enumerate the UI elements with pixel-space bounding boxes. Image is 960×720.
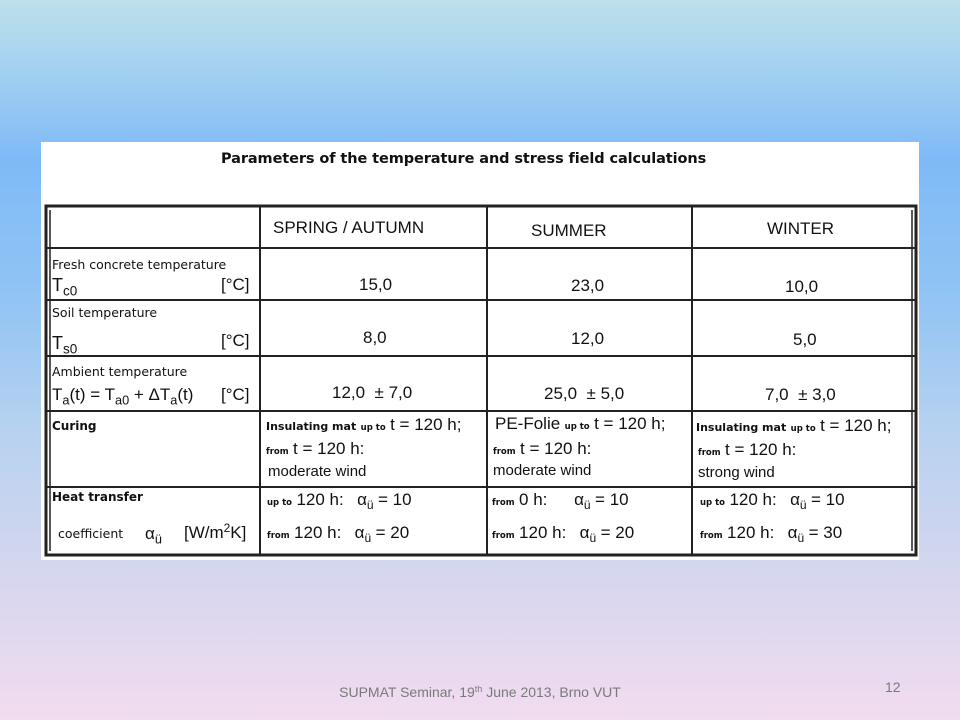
curing-spring-line1: Insulating mat up to t = 120 h; [266, 415, 462, 434]
ambient-temperature-label: Ambient temperature [52, 364, 188, 379]
heat-winter-row1: up to 120 h: $\alpha_ü = 10$ [700, 490, 845, 513]
slide-footer: SUPMAT Seminar, 19th June 2013, Brno VUT [339, 684, 621, 700]
curing-spring-wind: moderate wind [268, 463, 367, 480]
fresh-concrete-unit: [°C] [221, 275, 250, 294]
heat-summer-row1: from 0 h: $\alpha_ü = 10$ [492, 490, 629, 513]
curing-winter-line2: from t = 120 h: [698, 440, 797, 459]
soil-temperature-symbol: $T_{s0}$ [52, 333, 78, 357]
table-title: Parameters of the temperature and stress field calculations [221, 151, 707, 167]
fresh-concrete-symbol: $T_{c0}$ [52, 275, 78, 299]
ambient-temperature-formula: $T_a(t) = T_{a0} + \Delta T_a(t)$ [52, 385, 194, 408]
soil-temperature-unit: [°C] [221, 331, 250, 350]
heat-transfer-label: Heat transfer [52, 490, 143, 504]
ambient-temperature-winter-value: 7,0 ± 3,0 [765, 385, 836, 404]
heat-transfer-alpha-symbol: $\alpha_ü$ [145, 524, 162, 547]
column-header-spring-autumn: SPRING / AUTUMN [273, 218, 425, 237]
curing-winter-line1: Insulating mat up to t = 120 h; [696, 416, 892, 435]
fresh-concrete-label: Fresh concrete temperature [52, 257, 227, 272]
fresh-concrete-summer-value: 23,0 [571, 276, 605, 295]
ambient-temperature-spring-value: 12,0 ± 7,0 [332, 383, 413, 402]
heat-summer-row2: from 120 h: $\alpha_ü = 20$ [492, 523, 635, 546]
scanned-table-image [41, 142, 919, 560]
heat-spring-row1: up to 120 h: $\alpha_ü = 10$ [267, 490, 412, 513]
heat-spring-row2: from 120 h: $\alpha_ü = 20$ [267, 523, 410, 546]
ambient-temperature-summer-value: 25,0 ± 5,0 [544, 384, 625, 403]
fresh-concrete-winter-value: 10,0 [785, 277, 819, 296]
curing-label: Curing [52, 419, 97, 433]
soil-temperature-winter-value: 5,0 [793, 330, 817, 349]
column-header-winter: WINTER [767, 219, 835, 238]
curing-summer-line2: from t = 120 h: [493, 439, 592, 458]
soil-temperature-label: Soil temperature [52, 305, 158, 320]
soil-temperature-spring-value: 8,0 [363, 328, 387, 347]
fresh-concrete-spring-value: 15,0 [359, 275, 393, 294]
heat-winter-row2: from 120 h: $\alpha_ü = 30$ [700, 523, 843, 546]
curing-summer-wind: moderate wind [493, 462, 592, 479]
page-number: 12 [885, 679, 901, 695]
curing-winter-wind: strong wind [698, 464, 775, 481]
ambient-temperature-unit: [°C] [221, 385, 250, 404]
curing-summer-line1: PE-Folie up to t = 120 h; [495, 414, 666, 433]
heat-transfer-unit: $[W/m^2K]$ [184, 521, 247, 542]
curing-spring-line2: from t = 120 h: [266, 439, 365, 458]
heat-transfer-coefficient-label: coefficient [58, 526, 124, 541]
column-header-summer: SUMMER [531, 221, 607, 240]
soil-temperature-summer-value: 12,0 [571, 329, 605, 348]
